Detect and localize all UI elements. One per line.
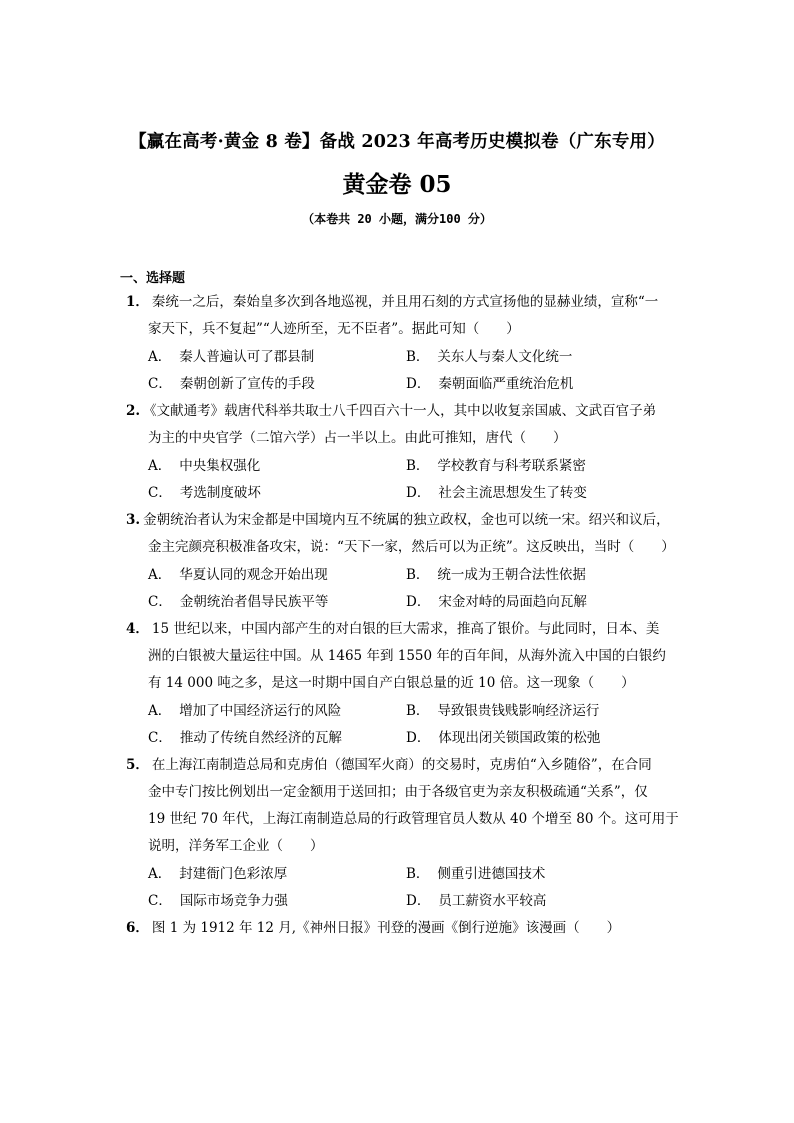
option-b[interactable]: B． 统一成为王朝合法性依据 — [406, 567, 586, 583]
question-number: 5． — [126, 757, 149, 773]
option-c[interactable]: C． 金朝统治者倡导民族平等 — [148, 594, 329, 610]
question-line: 金中专门按比例划出一定金额用于送回扣；由于各级官吏为亲友积极疏通“关系”，仅 — [148, 784, 648, 800]
question-number: 3. — [126, 512, 141, 528]
section-heading: 一、选择题 — [120, 271, 186, 286]
paper-note: （本卷共 20 小题，满分100 分） — [302, 212, 492, 226]
question-line: 6． 图 1 为 1912 年 12 月,《神州日报》刊登的漫画《倒行逆施》该漫画（ ） — [126, 920, 621, 936]
option-a[interactable]: A． 增加了中国经济运行的风险 — [148, 703, 342, 719]
option-c[interactable]: C． 国际市场竞争力强 — [148, 893, 288, 909]
question-line: 2. 《文献通考》载唐代科举共取士八千四百六十一人，其中以收复亲国戚、文武百官子弟 — [126, 403, 657, 419]
option-a[interactable]: A． 秦人普遍认可了郡县制 — [148, 349, 315, 365]
paper-title: 黄金卷 05 — [342, 171, 452, 198]
question-line: 为主的中央官学（二馆六学）占一半以上。由此可推知，唐代（ ） — [148, 430, 567, 446]
option-c[interactable]: C． 考选制度破坏 — [148, 485, 261, 501]
question-line: 有 14 000 吨之多，是这一时期中国自产白银总量的近 10 倍。这一现象（ ） — [148, 675, 635, 691]
option-b[interactable]: B． 侧重引进德国技术 — [406, 866, 546, 882]
option-d[interactable]: D． 宋金对峙的局面趋向瓦解 — [406, 594, 587, 610]
option-c[interactable]: C． 秦朝创新了宣传的手段 — [148, 376, 315, 392]
question-line: 洲的白银被大量运往中国。从 1465 年到 1550 年的百年间，从海外流入中国的白银约 — [148, 648, 666, 664]
option-d[interactable]: D． 体现出闭关锁国政策的松弛 — [406, 730, 601, 746]
option-d[interactable]: D． 员工薪资水平较高 — [406, 893, 547, 909]
question-line: 4． 15 世纪以来，中国内部产生的对白银的巨大需求，推高了银价。与此同时，日本、美 — [126, 621, 660, 637]
question-line: 19 世纪 70 年代，上海江南制造总局的行政管理官员人数从 40 个增至 80 个。这可用于 — [148, 811, 679, 827]
option-b[interactable]: B． 关东人与秦人文化统一 — [406, 349, 573, 365]
question-line: 金主完颜亮积极准备攻宋，说：“天下一家，然后可以为正统”。这反映出，当时（ ） — [148, 539, 675, 555]
option-a[interactable]: A． 华夏认同的观念开始出现 — [148, 567, 328, 583]
option-a[interactable]: A． 封建衙门色彩浓厚 — [148, 866, 288, 882]
question-line: 1． 秦统一之后，秦始皇多次到各地巡视，并且用石刻的方式宣扬他的显赫业绩，宣称“一 — [126, 294, 659, 310]
option-b[interactable]: B． 导致银贵钱贱影响经济运行 — [406, 703, 600, 719]
option-a[interactable]: A． 中央集权强化 — [148, 458, 261, 474]
option-c[interactable]: C． 推动了传统自然经济的瓦解 — [148, 730, 342, 746]
option-d[interactable]: D． 社会主流思想发生了转变 — [406, 485, 587, 501]
question-line: 5． 在上海江南制造总局和克虏伯（德国军火商）的交易时，克虏伯“入乡随俗”，在合同 — [126, 757, 652, 773]
exam-series-title: 【赢在高考·黄金 8 卷】备战 2023 年高考历史模拟卷（广东专用） — [129, 132, 665, 152]
question-line: 3. 金朝统治者认为宋金都是中国境内互不统属的独立政权，金也可以统一宋。绍兴和议后， — [126, 512, 670, 528]
question-line: 家天下，兵不复起”“人迹所至，无不臣者”。据此可知（ ） — [148, 321, 520, 337]
question-number: 4． — [126, 621, 149, 637]
question-number: 6． — [126, 920, 149, 936]
option-d[interactable]: D． 秦朝面临严重统治危机 — [406, 376, 574, 392]
question-line: 说明，洋务军工企业（ ） — [148, 838, 324, 854]
question-number: 1． — [126, 294, 149, 310]
option-b[interactable]: B． 学校教育与科考联系紧密 — [406, 458, 586, 474]
question-number: 2. — [126, 403, 141, 419]
